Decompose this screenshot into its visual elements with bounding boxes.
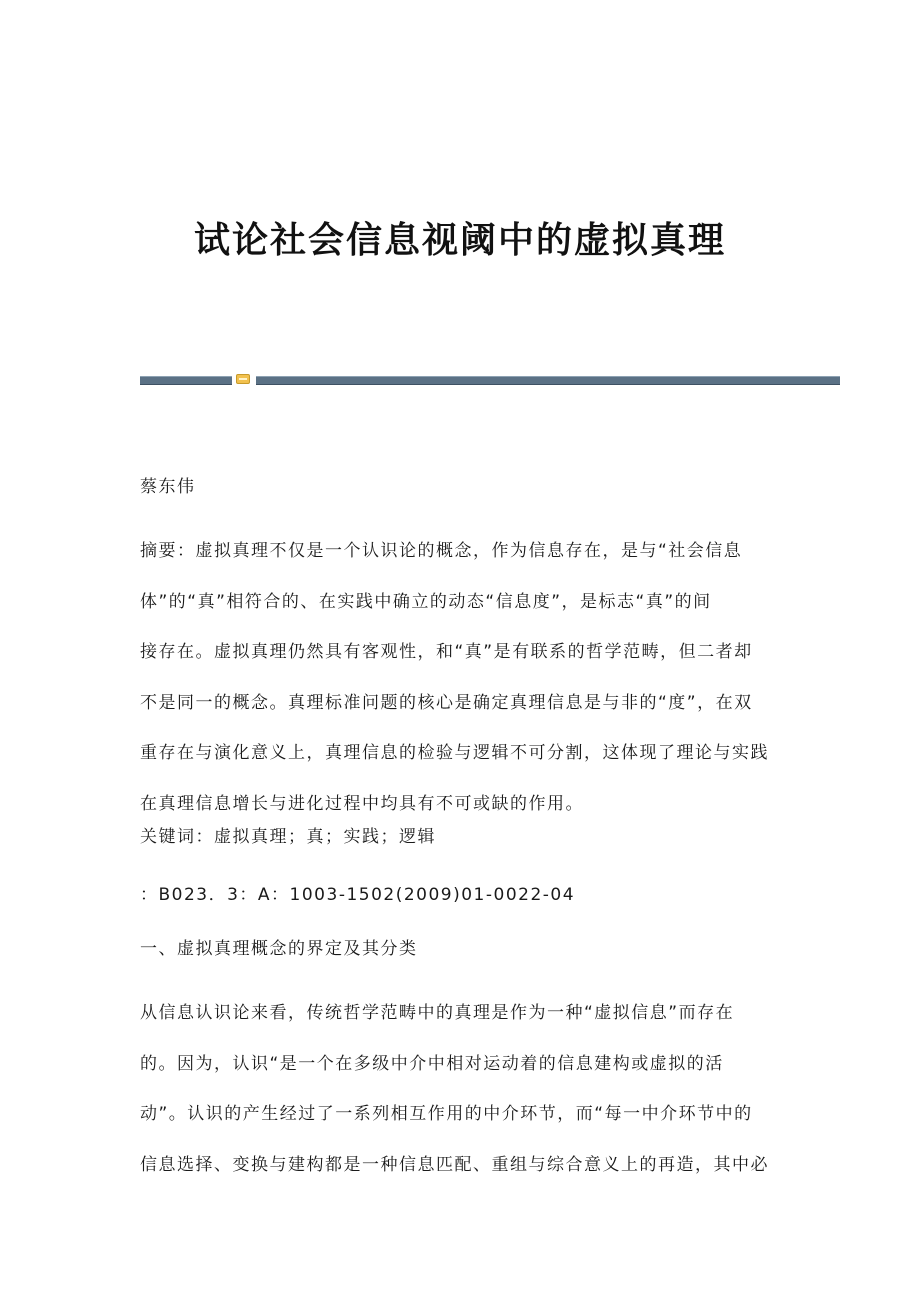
keywords: 关键词：虚拟真理；真；实践；逻辑	[140, 827, 436, 847]
abstract-line: 重存在与演化意义上，真理信息的检验与逻辑不可分割，这体现了理论与实践	[140, 743, 769, 763]
abstract	[140, 526, 780, 829]
body-line: 信息选择、变换与建构都是一种信息匹配、重组与综合意义上的再造，其中必	[140, 1154, 769, 1175]
divider-bar-right	[256, 376, 840, 385]
classification-number: ：B023．3：A：1003-1502(2009)01-0022-04	[140, 885, 576, 905]
body-paragraph	[140, 988, 780, 1190]
title-divider	[140, 374, 840, 384]
abstract-line: 接存在。虚拟真理仍然具有客观性，和“真”是有联系的哲学范畴，但二者却	[140, 642, 753, 662]
abstract-line: 摘要：虚拟真理不仅是一个认识论的概念，作为信息存在，是与“社会信息	[140, 541, 743, 561]
author-name: 蔡东伟	[140, 477, 196, 497]
body-line: 从信息认识论来看，传统哲学范畴中的真理是作为一种“虚拟信息”而存在	[140, 1003, 735, 1023]
body-line: 动”。认识的产生经过了一系列相互作用的中介环节，而“每一中介环节中的	[140, 1104, 753, 1124]
abstract-line: 不是同一的概念。真理标准问题的核心是确定真理信息是与非的“度”，在双	[140, 692, 753, 713]
body-line: 的。因为，认识“是一个在多级中介中相对运动着的信息建构或虚拟的活	[140, 1053, 724, 1074]
abstract-line: 体”的“真”相符合的、在实践中确立的动态“信息度”，是标志“真”的间	[140, 591, 712, 612]
divider-ornament-icon	[236, 374, 250, 384]
document-title: 试论社会信息视阈中的虚拟真理	[193, 219, 726, 261]
divider-bar-left	[140, 376, 232, 385]
section-heading: 一、虚拟真理概念的界定及其分类	[140, 939, 418, 959]
abstract-line: 在真理信息增长与进化过程中均具有不可或缺的作用。	[140, 793, 584, 814]
